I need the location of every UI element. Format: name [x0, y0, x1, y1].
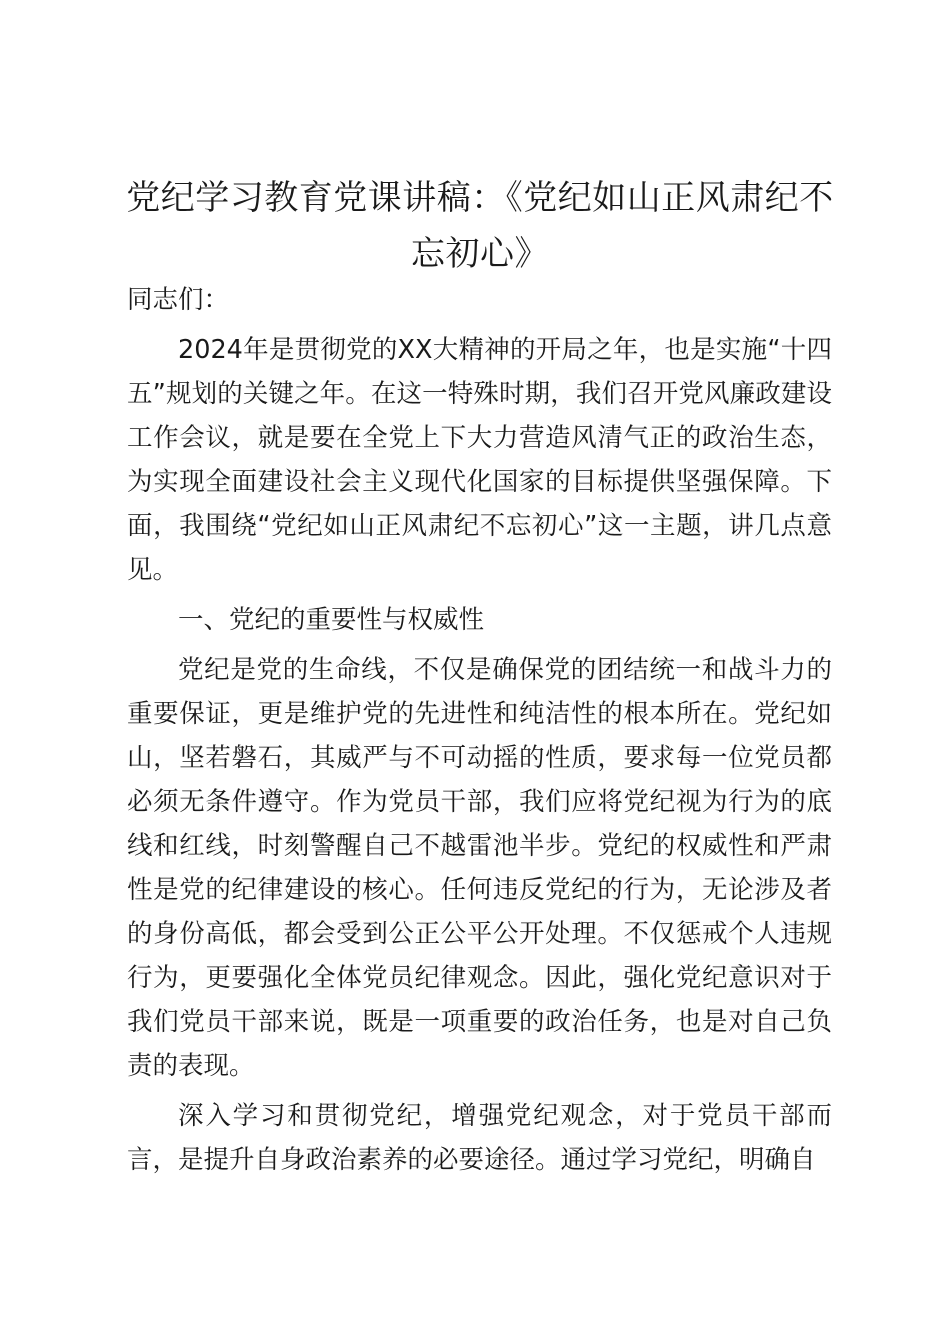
- section-heading: 一、党纪的重要性与权威性: [178, 605, 485, 635]
- document-body: [127, 278, 832, 1182]
- paragraph-continued: 深入学习和贯彻党纪，增强党纪观念，对于党员干部而言，是提升自身政治素养的必要途径。通过学习党纪，明确自: [127, 1101, 832, 1175]
- document-title: 党纪学习教育党课讲稿：《党纪如山正风肃纪不忘初心》: [126, 178, 834, 274]
- paragraph-intro: 2024年是贯彻党的XX大精神的开局之年，也是实施“十四五”规划的关键之年。在这一特殊时期，我们召开党风廉政建设工作会议，就是要在全党上下大力营造风清气正的政治生态，为实现全面建设社会主义现代化国家的目标提供坚强保障。下面，我围绕“党纪如山正风肃纪不忘初心”这一主题，讲几点意见。: [127, 335, 832, 585]
- paragraph-body: 党纪是党的生命线，不仅是确保党的团结统一和战斗力的重要保证，更是维护党的先进性和纯洁性的根本所在。党纪如山，坚若磐石，其威严与不可动摇的性质，要求每一位党员都必须无条件遵守。作为党员干部，我们应将党纪视为行为的底线和红线，时刻警醒自己不越雷池半步。党纪的权威性和严肃性是党的纪律建设的核心。任何违反党纪的行为，无论涉及者的身份高低，都会受到公正公平公开处理。不仅惩戒个人违规行为，更要强化全体党员纪律观念。因此，强化党纪意识对于我们党员干部来说，既是一项重要的政治任务，也是对自己负责的表现。: [127, 655, 832, 1081]
- salutation: 同志们：: [127, 285, 230, 315]
